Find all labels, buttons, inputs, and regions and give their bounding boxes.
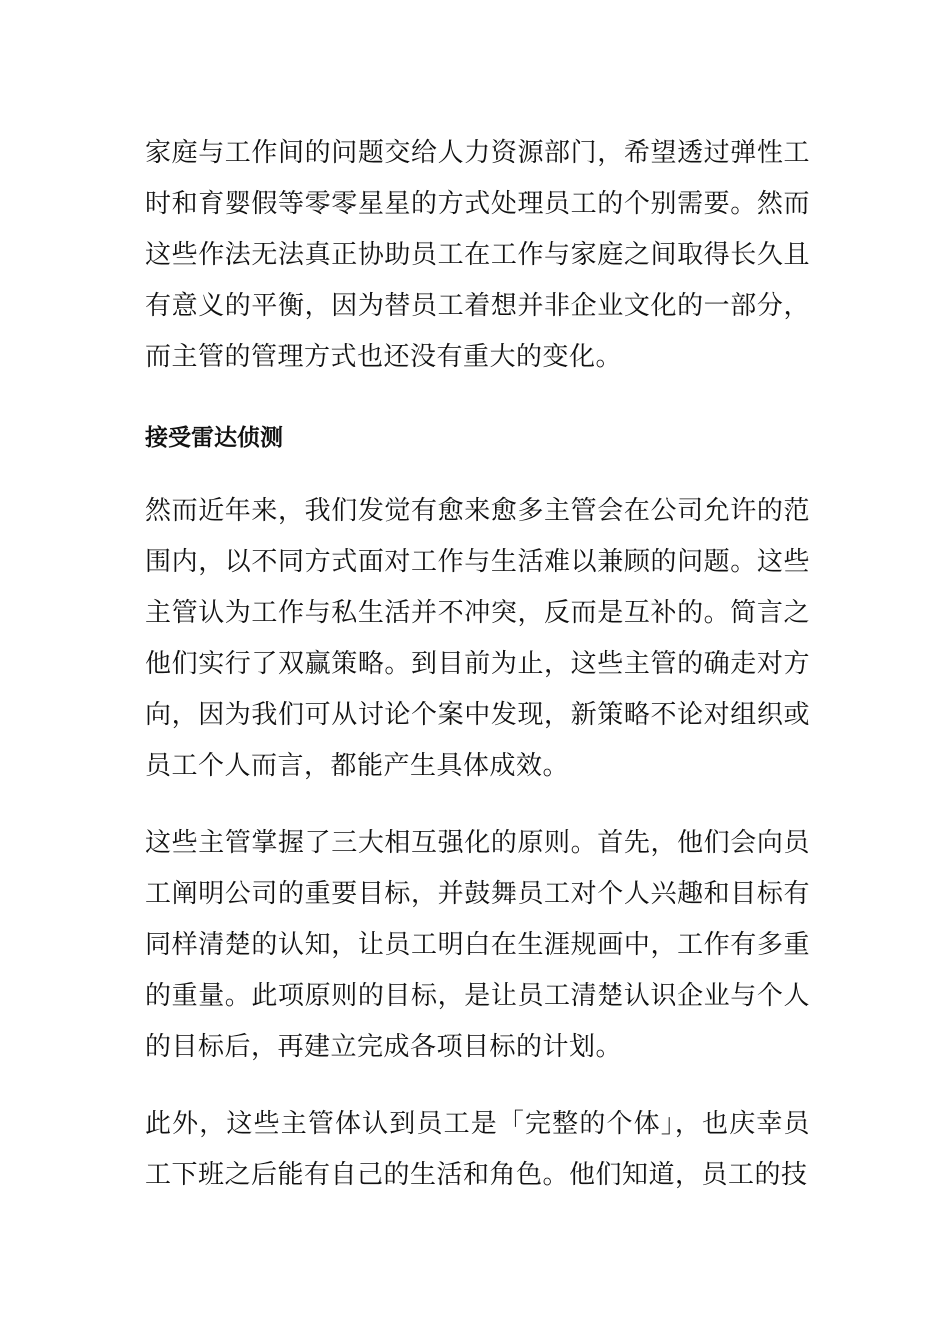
paragraph-3: 这些主管掌握了三大相互强化的原则。首先，他们会向员工阐明公司的重要目标，并鼓舞员工对个人兴趣和目标有同样清楚的认知，让员工明白在生涯规画中，工作有多重的重量。此项原则的目标，是让员工清楚认识企业与个人的目标后，再建立完成各项目标的计划。: [145, 828, 810, 1062]
paragraph-2: 然而近年来，我们发觉有愈来愈多主管会在公司允许的范围内，以不同方式面对工作与生活难以兼顾的问题。这些主管认为工作与私生活并不冲突，反而是互补的。简言之他们实行了双赢策略。到目前为止，这些主管的确走对方向，因为我们可从讨论个案中发现，新策略不论对组织或员工个人而言，都能产生具体成效。: [145, 496, 810, 781]
paragraph-4: 此外，这些主管体认到员工是「完整的个体」，也庆幸员工下班之后能有自己的生活和角色。他们知道，员工的技: [145, 1109, 810, 1190]
section-heading: 接受雷达侦测: [145, 425, 283, 451]
paragraph-1: 家庭与工作间的问题交给人力资源部门，希望透过弹性工时和育婴假等零零星星的方式处理员工的个别需要。然而这些作法无法真正协助员工在工作与家庭之间取得长久且有意义的平衡，因为替员工着想并非企业文化的一部分，而主管的管理方式也还没有重大的变化。: [145, 138, 810, 372]
document-page: [145, 128, 810, 1201]
